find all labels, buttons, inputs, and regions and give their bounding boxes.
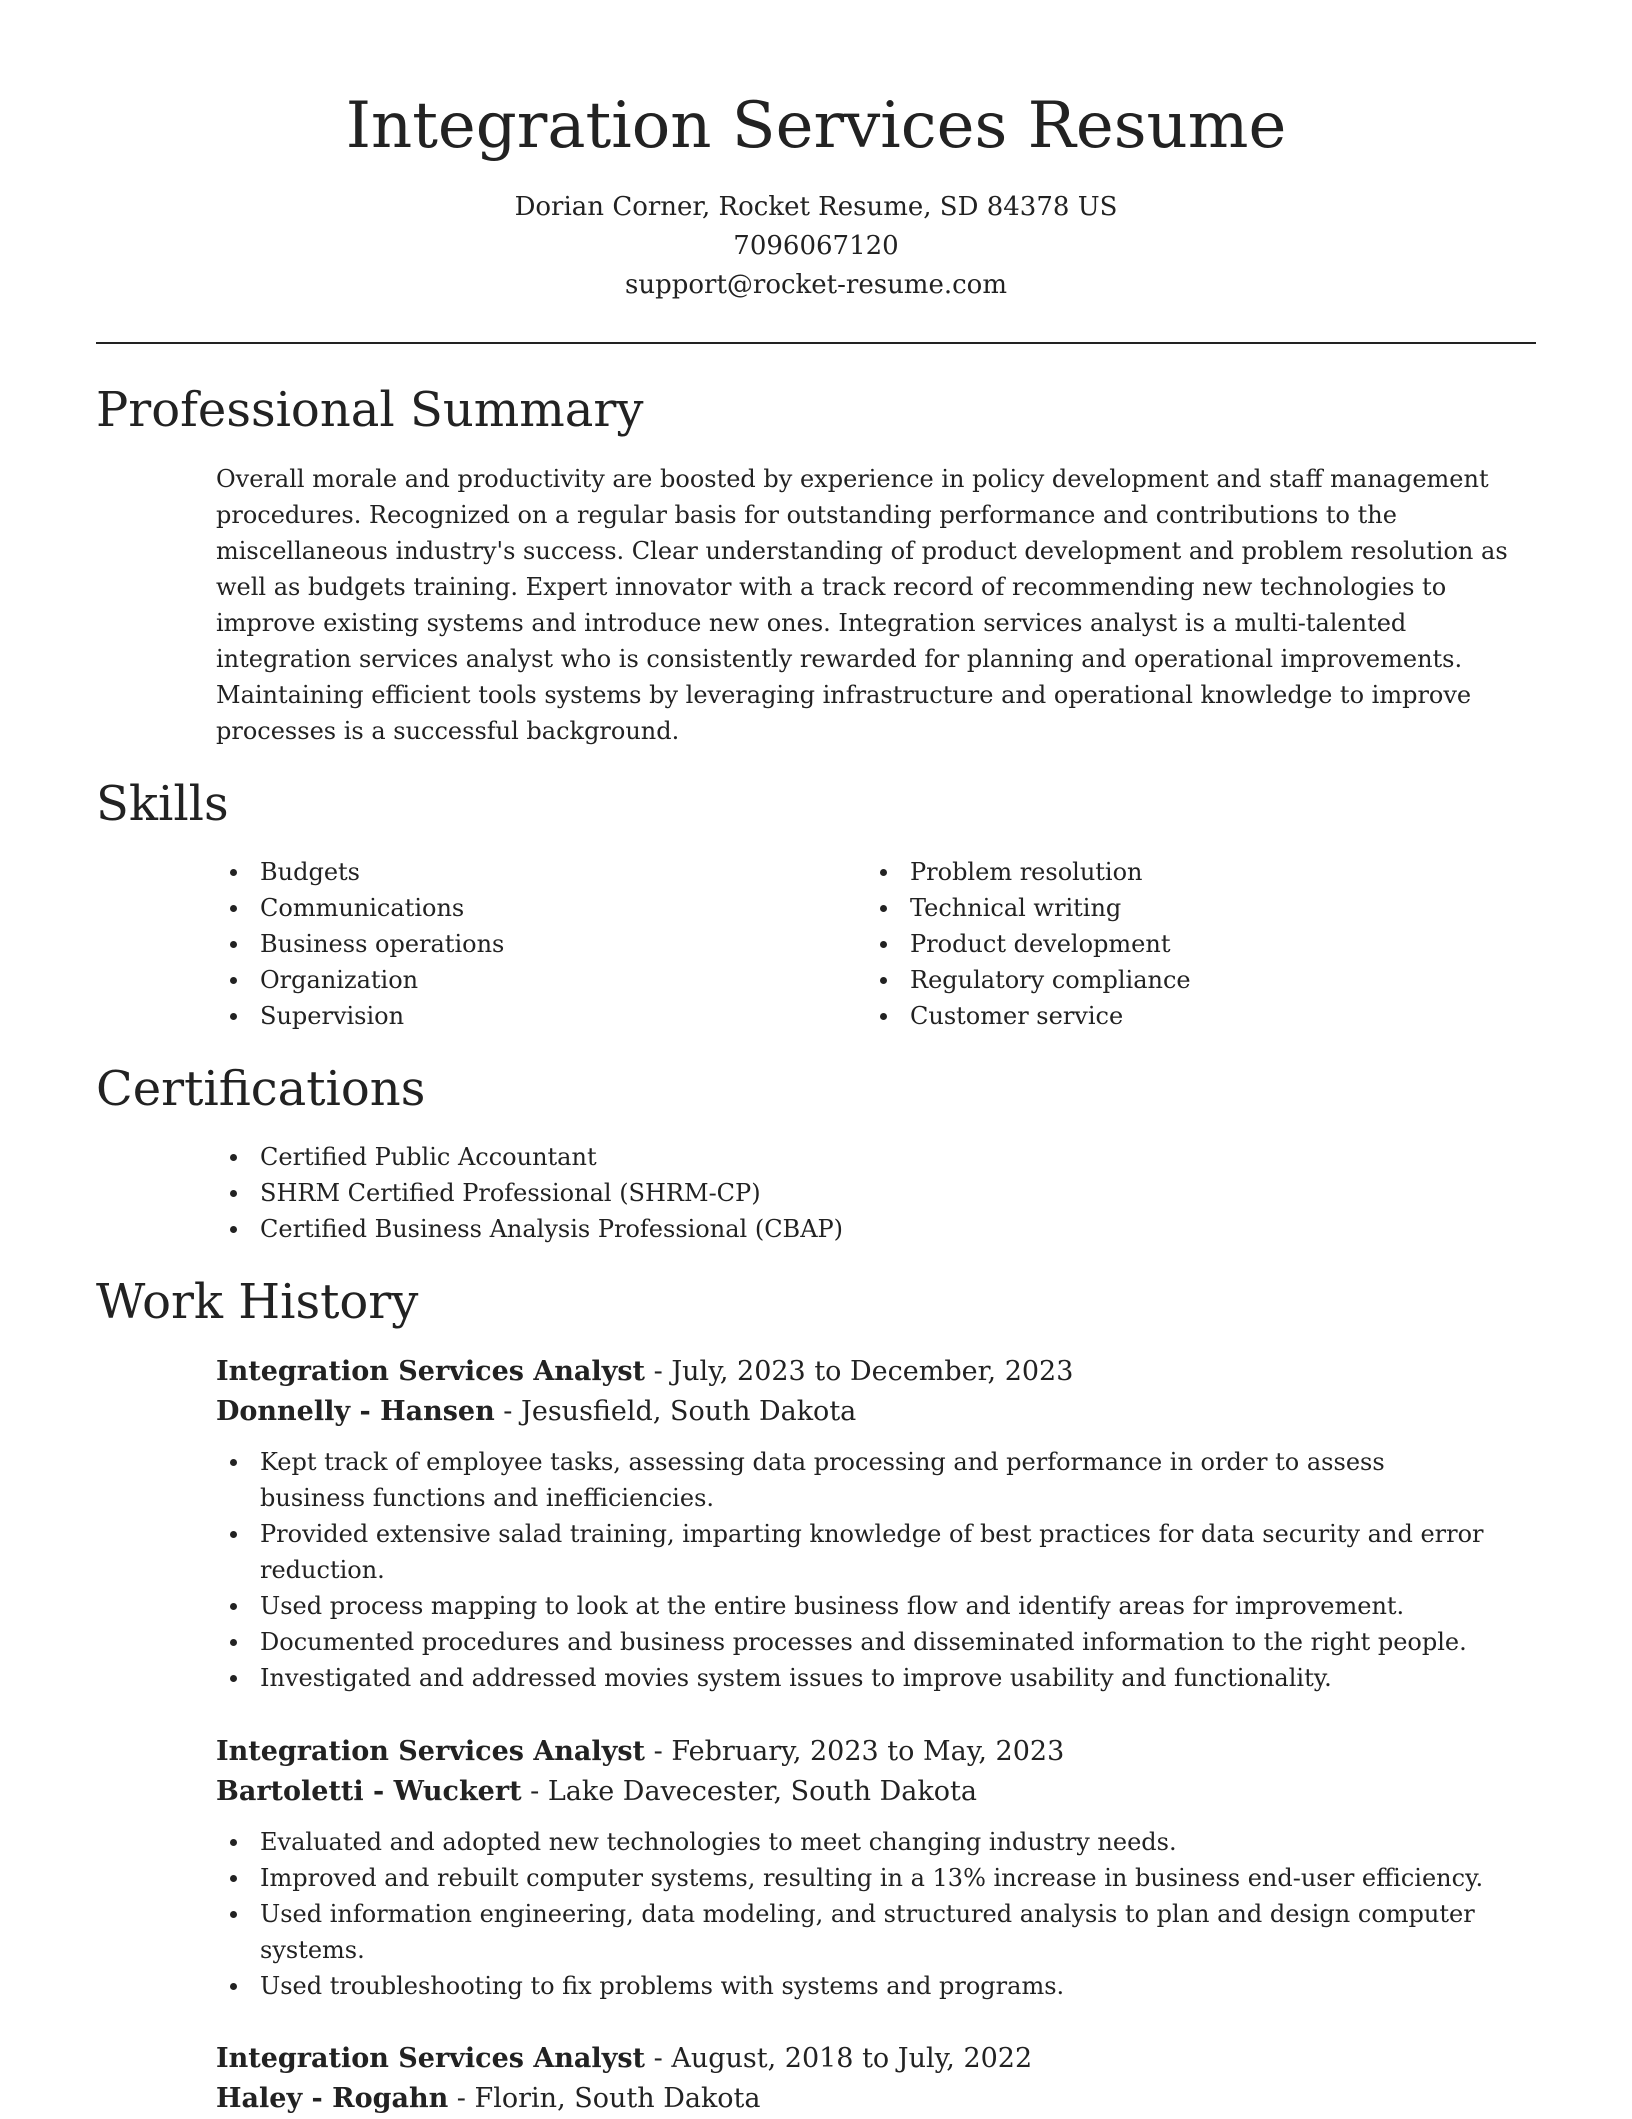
job-role: Integration Services Analyst — [216, 1356, 646, 1387]
skill-item: Organization — [216, 962, 856, 998]
job-company-line — [216, 1772, 1536, 1812]
job-separator: - — [645, 2043, 672, 2074]
skill-item: Communications — [216, 890, 856, 926]
job-duty-item: Used troubleshooting to fix problems with systems and programs. — [216, 1968, 1536, 2004]
job-separator: - — [645, 1356, 672, 1387]
job-company: Haley - Rogahn — [216, 2083, 449, 2114]
job-dates: February, 2023 to May, 2023 — [671, 1736, 1065, 1767]
skill-item: Technical writing — [866, 890, 1506, 926]
skill-item: Budgets — [216, 854, 856, 890]
contact-email: support@rocket-resume.com — [624, 270, 1007, 300]
skill-item: Supervision — [216, 998, 856, 1034]
job-separator: - — [645, 1736, 672, 1767]
skill-item: Business operations — [216, 926, 856, 962]
resume-title: Integration Services Resume — [345, 89, 1287, 163]
job-location: Florin, South Dakota — [474, 2083, 761, 2114]
job-entry — [216, 1732, 1536, 2004]
job-duty-item: Provided extensive salad training, imparting knowledge of best practices for data security and error reduction. — [216, 1516, 1536, 1588]
job-company: Donnelly - Hansen — [216, 1396, 495, 1427]
job-company-line — [216, 2079, 1536, 2119]
job-company: Bartoletti - Wuckert — [216, 1776, 522, 1807]
job-title-line — [216, 2039, 1536, 2079]
job-entry — [216, 1352, 1536, 1696]
skill-item: Product development — [866, 926, 1506, 962]
job-duty-item: Investigated and addressed movies system issues to improve usability and functionality. — [216, 1660, 1536, 1696]
section-title-skills: Skills — [96, 776, 229, 832]
section-title-work-history: Work History — [96, 1274, 419, 1330]
section-title-summary: Professional Summary — [96, 382, 644, 438]
job-entry — [216, 2039, 1536, 2119]
contact-address: Dorian Corner, Rocket Resume, SD 84378 US — [514, 192, 1118, 222]
job-location: Jesusfield, South Dakota — [521, 1396, 857, 1427]
skills-column-left — [216, 854, 856, 1034]
skills-column-right — [866, 854, 1506, 1034]
job-duty-item: Used information engineering, data modeling, and structured analysis to plan and design computer systems. — [216, 1896, 1536, 1968]
resume-header — [96, 82, 1536, 305]
skill-item: Regulatory compliance — [866, 962, 1506, 998]
job-duties-list — [216, 1444, 1536, 1696]
certification-item: SHRM Certified Professional (SHRM-CP) — [216, 1175, 1536, 1211]
job-separator: - — [521, 1776, 548, 1807]
job-title-line — [216, 1732, 1536, 1772]
job-duty-item: Kept track of employee tasks, assessing data processing and performance in order to assess business functions and inefficiencies. — [216, 1444, 1536, 1516]
job-duties-list — [216, 1824, 1536, 2004]
job-dates: July, 2023 to December, 2023 — [671, 1356, 1074, 1387]
job-role: Integration Services Analyst — [216, 1736, 646, 1767]
skill-item: Problem resolution — [866, 854, 1506, 890]
contact-info — [96, 188, 1536, 305]
job-duty-item: Used process mapping to look at the entire business flow and identify areas for improvement. — [216, 1588, 1536, 1624]
skill-item: Customer service — [866, 998, 1506, 1034]
job-dates: August, 2018 to July, 2022 — [671, 2043, 1033, 2074]
job-duty-item: Evaluated and adopted new technologies to meet changing industry needs. — [216, 1824, 1536, 1860]
skills-list-right — [866, 854, 1506, 1034]
skills-list-left — [216, 854, 856, 1034]
job-separator: - — [494, 1396, 522, 1427]
certification-item: Certified Public Accountant — [216, 1139, 1536, 1175]
certification-item: Certified Business Analysis Professional (CBAP) — [216, 1211, 1536, 1247]
job-location: Lake Davecester, South Dakota — [547, 1776, 977, 1807]
certifications-list — [216, 1139, 1536, 1247]
header-divider — [96, 342, 1536, 344]
contact-phone: 7096067120 — [733, 231, 899, 261]
summary-text: Overall morale and productivity are boosted by experience in policy development and staff management procedures. Recognized on a regular basis for outstanding performance and contributions to the miscellaneous industry's success. Clear understanding of product development and problem resolution as well as budgets training. Expert innovator with a track record of recommending new technologies to improve existing systems and introduce new ones. Integration services analyst is a multi-talented integration services analyst who is consistently rewarded for planning and operational improvements. Maintaining efficient tools systems by leveraging infrastructure and operational knowledge to improve processes is a successful background. — [216, 465, 1508, 745]
job-duty-item: Improved and rebuilt computer systems, resulting in a 13% increase in business end-user efficiency. — [216, 1860, 1536, 1896]
job-role: Integration Services Analyst — [216, 2043, 646, 2074]
job-title-line — [216, 1352, 1536, 1392]
job-duty-item: Documented procedures and business processes and disseminated information to the right people. — [216, 1624, 1536, 1660]
certifications-list-wrap — [216, 1139, 1536, 1247]
job-separator: - — [448, 2083, 475, 2114]
section-title-certifications: Certifications — [96, 1061, 426, 1117]
job-company-line — [216, 1392, 1536, 1432]
